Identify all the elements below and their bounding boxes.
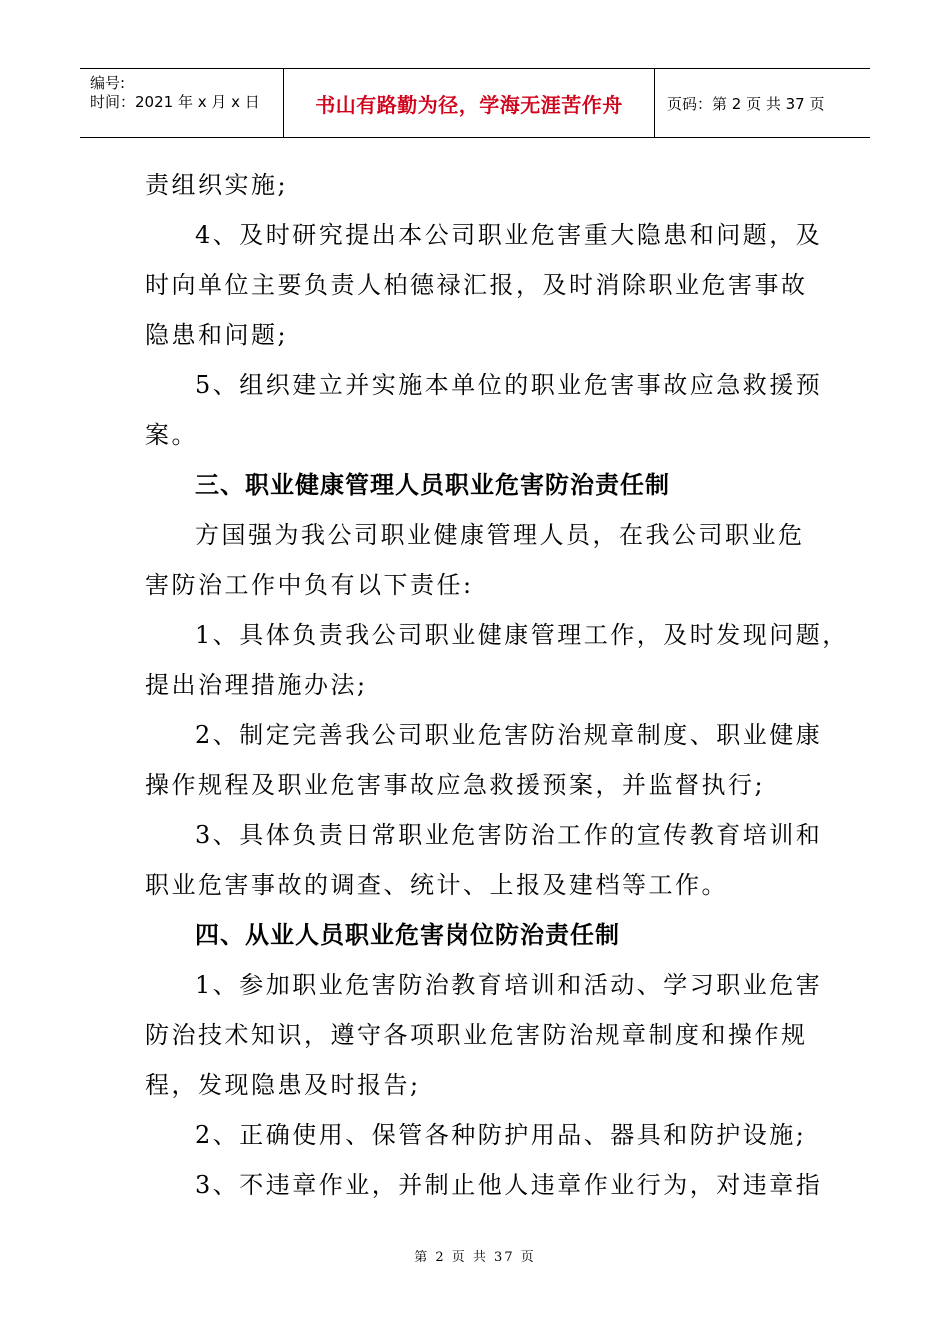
body-line: 3、具体负责日常职业危害防治工作的宣传教育培训和 (195, 821, 823, 849)
body-line: 2、制定完善我公司职业危害防治规章制度、职业健康 (195, 721, 823, 749)
body-line: 提出治理措施办法; (145, 671, 368, 699)
page-footer: 第 2 页 共 37 页 (414, 1250, 536, 1265)
body-line: 职业危害事故的调查、统计、上报及建档等工作。 (145, 871, 728, 899)
document-number-label: 编号: (90, 74, 126, 92)
body-line: 1、具体负责我公司职业健康管理工作，及时发现问题， (195, 621, 849, 649)
body-line: 1、参加职业危害防治教育培训和活动、学习职业危害 (195, 971, 823, 999)
section-heading: 四、从业人员职业危害岗位防治责任制 (195, 921, 620, 949)
document-date: 时间：2021 年 x 月 x 日 (90, 93, 260, 111)
body-line: 2、正确使用、保管各种防护用品、器具和防护设施; (195, 1121, 807, 1149)
body-line: 程，发现隐患及时报告; (145, 1071, 421, 1099)
document-body (145, 160, 849, 1210)
header-motto: 书山有路勤为径，学海无涯苦作舟 (315, 92, 623, 117)
header-page-info: 页码：第 2 页 共 37 页 (667, 94, 825, 113)
section-heading: 三、职业健康管理人员职业危害防治责任制 (195, 471, 670, 499)
body-line: 4、及时研究提出本公司职业危害重大隐患和问题，及 (195, 221, 823, 249)
body-line: 时向单位主要负责人柏德禄汇报，及时消除职业危害事故 (145, 271, 808, 299)
header-motto-cell (283, 69, 655, 137)
body-line: 责组织实施; (145, 171, 289, 199)
body-line: 案。 (145, 421, 198, 449)
body-line: 害防治工作中负有以下责任: (145, 571, 474, 599)
header-meta (80, 69, 283, 137)
page-header (80, 68, 870, 138)
body-line: 操作规程及职业危害事故应急救援预案，并监督执行; (145, 771, 766, 799)
body-line: 隐患和问题; (145, 321, 289, 349)
body-line: 5、组织建立并实施本单位的职业危害事故应急救援预 (195, 371, 823, 399)
body-line: 3、不违章作业，并制止他人违章作业行为，对违章指 (195, 1171, 823, 1199)
body-line: 防治技术知识，遵守各项职业危害防治规章制度和操作规 (145, 1021, 808, 1049)
body-line: 方国强为我公司职业健康管理人员，在我公司职业危 (195, 521, 805, 549)
